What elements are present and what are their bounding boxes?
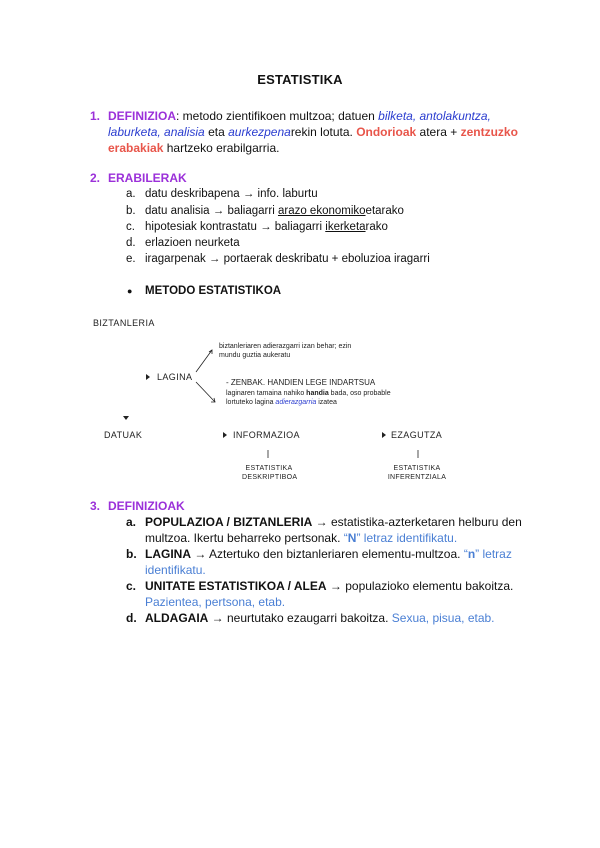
definition-c-line-2: Pazientea, pertsona, etab.: [145, 595, 286, 609]
diagram-note-lower-title: - ZENBAK. HANDIEN LEGE INDARTSUA: [226, 378, 376, 387]
section-2-heading: ERABILERAK: [108, 171, 187, 185]
list-item: datu deskribapena → info. laburtu: [145, 188, 318, 200]
list-item: datu analisia → baliagarri arazo ekonomikoetarako: [145, 205, 404, 217]
diagram-note-upper: biztanleriaren adierazgarri izan behar; ezin mundu guztia aukeratu: [219, 343, 352, 359]
definition-c-line-1: UNITATE ESTATISTIKOA / ALEA → populazioko elementu bakoitza.: [145, 579, 514, 593]
diagram-inferentziala: ESTATISTIKA INFERENTZIALA: [387, 465, 447, 481]
definition-marker-b: b.: [126, 547, 137, 561]
diagram-note-lower-body: laginaren tamaina nahiko handia bada, oso probable lortuteko lagina adierazgarria izatea: [226, 390, 391, 406]
diagram-informazioa: INFORMAZIOA: [233, 430, 300, 440]
diagram-ezagutza: EZAGUTZA: [391, 430, 443, 440]
list-item: hipotesiak kontrastatu → baliagarri ikerketarako: [145, 221, 388, 233]
list-item: erlazioen neurketa: [145, 237, 240, 249]
section-1-line-2: laburketa, analisia eta aurkezpenarekin lotuta. Ondorioak atera + zentzuzko: [108, 125, 518, 139]
definition-a-line-2: multzoa. Ikertu beharreko pertsonak. “N” letraz identifikatu.: [145, 531, 458, 545]
section-1-line-1: DEFINIZIOA: metodo zientifikoen multzoa; datuen bilketa, antolakuntza,: [108, 109, 491, 123]
page-title: ESTATISTIKA: [257, 72, 343, 87]
definition-d-line-1: ALDAGAIA → neurtutako ezaugarri bakoitza. Sexua, pisua, etab.: [145, 611, 495, 625]
diagram-deskriptiboa: ESTATISTIKA DESKRIPTIBOA: [242, 465, 298, 481]
section-3-number: 3.: [90, 499, 101, 513]
section-2-number: 2.: [90, 171, 101, 185]
list-marker: a.: [126, 188, 136, 200]
list-marker: b.: [126, 205, 136, 217]
list-item: iragarpenak → portaerak deskribatu + eboluzioa iragarri: [145, 253, 430, 265]
definition-marker-a: a.: [126, 515, 137, 529]
list-marker: d.: [126, 237, 136, 249]
section-3-heading: DEFINIZIOAK: [108, 499, 185, 513]
diagram-lagina: LAGINA: [157, 372, 193, 382]
definition-b-line-1: LAGINA → Aztertuko den biztanleriaren elementu-multzoa. “n” letraz: [145, 547, 512, 561]
bullet-heading: METODO ESTATISTIKOA: [145, 285, 282, 297]
definition-a-line-1: POPULAZIOA / BIZTANLERIA → estatistika-azterketaren helburu den: [145, 515, 522, 529]
bullet-icon: ●: [127, 286, 133, 296]
list-marker: c.: [126, 221, 135, 233]
definition-marker-c: c.: [126, 579, 137, 593]
definition-b-line-2: identifikatu.: [145, 563, 206, 577]
list-marker: e.: [126, 253, 136, 265]
diagram-biztanleria: BIZTANLERIA: [93, 318, 155, 328]
section-1-heading: DEFINIZIOA: [108, 109, 176, 123]
diagram-datuak: DATUAK: [104, 430, 143, 440]
section-1-line-3: erabakiak hartzeko erabilgarria.: [108, 141, 280, 155]
section-1-number: 1.: [90, 109, 101, 123]
definition-marker-d: d.: [126, 611, 137, 625]
